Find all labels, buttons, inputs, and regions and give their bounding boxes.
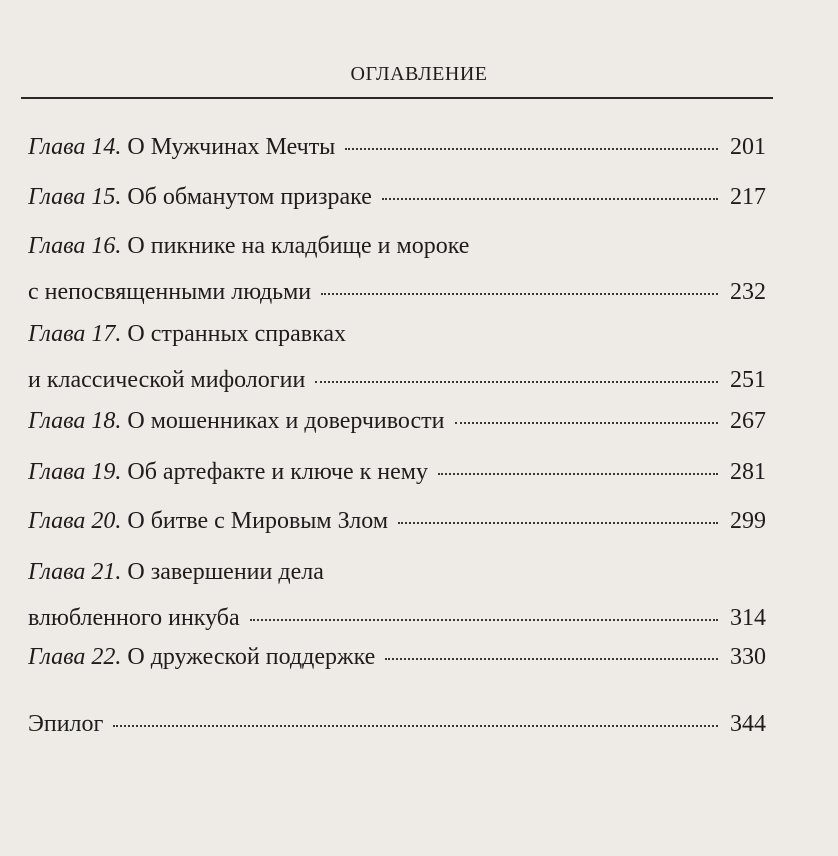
- page-number: 344: [730, 711, 766, 737]
- dot-leader: [398, 522, 718, 524]
- chapter-title: О странных справках: [127, 321, 347, 347]
- chapter-label: Глава 22.: [28, 644, 122, 670]
- chapter-title: Об артефакте и ключе к нему: [127, 459, 428, 485]
- dot-leader: [385, 658, 718, 660]
- chapter-label: Глава 20.: [28, 508, 122, 534]
- chapter-title: О Мужчинах Мечты: [127, 134, 336, 160]
- chapter-label: Глава 19.: [28, 459, 122, 485]
- toc-entry-chapter-17[interactable]: [28, 311, 766, 403]
- toc-entry-chapter-18[interactable]: [28, 398, 766, 444]
- dot-leader: [382, 198, 718, 200]
- page-number: 314: [730, 605, 766, 631]
- dot-leader: [321, 293, 718, 295]
- chapter-label: Глава 21.: [28, 559, 122, 585]
- page-number: 330: [730, 644, 766, 670]
- page-number: 299: [730, 508, 766, 534]
- page-number: 201: [730, 134, 766, 160]
- page-number: 232: [730, 279, 766, 305]
- title-rule: [21, 97, 773, 99]
- chapter-title: Об обманутом призраке: [127, 184, 372, 210]
- dot-leader: [345, 148, 718, 150]
- toc-entry-epilogue[interactable]: [28, 701, 766, 747]
- dot-leader: [315, 381, 718, 383]
- chapter-title: О мошенниках и доверчивости: [127, 408, 445, 434]
- toc-entry-chapter-16[interactable]: [28, 223, 766, 315]
- page-number: 251: [730, 367, 766, 393]
- dot-leader: [113, 725, 718, 727]
- dot-leader: [250, 619, 718, 621]
- page-number: 217: [730, 184, 766, 210]
- chapter-title-continued: и классической мифологии: [28, 367, 306, 393]
- chapter-label: Глава 17.: [28, 321, 122, 347]
- dot-leader: [438, 473, 718, 475]
- chapter-title: О пикнике на кладбище и мороке: [127, 233, 470, 259]
- toc-entry-chapter-22[interactable]: [28, 634, 766, 680]
- chapter-title: Эпилог: [28, 711, 104, 737]
- toc-entry-chapter-15[interactable]: [28, 174, 766, 220]
- chapter-label: Глава 14.: [28, 134, 122, 160]
- toc-entry-chapter-21[interactable]: [28, 549, 766, 641]
- chapter-label: Глава 15.: [28, 184, 122, 210]
- chapter-label: Глава 18.: [28, 408, 122, 434]
- chapter-label: Глава 16.: [28, 233, 122, 259]
- chapter-title: О завершении дела: [127, 559, 324, 585]
- chapter-title-continued: влюбленного инкуба: [28, 605, 240, 631]
- toc-entry-chapter-19[interactable]: [28, 449, 766, 495]
- page-number: 281: [730, 459, 766, 485]
- toc-entry-chapter-14[interactable]: [28, 124, 766, 170]
- page-title: оглавление: [350, 56, 488, 87]
- toc-entry-chapter-20[interactable]: [28, 498, 766, 544]
- chapter-title: О дружеской поддержке: [127, 644, 376, 670]
- chapter-title-continued: с непосвященными людьми: [28, 279, 312, 305]
- page-number: 267: [730, 408, 766, 434]
- dot-leader: [455, 422, 719, 424]
- chapter-title: О битве с Мировым Злом: [127, 508, 389, 534]
